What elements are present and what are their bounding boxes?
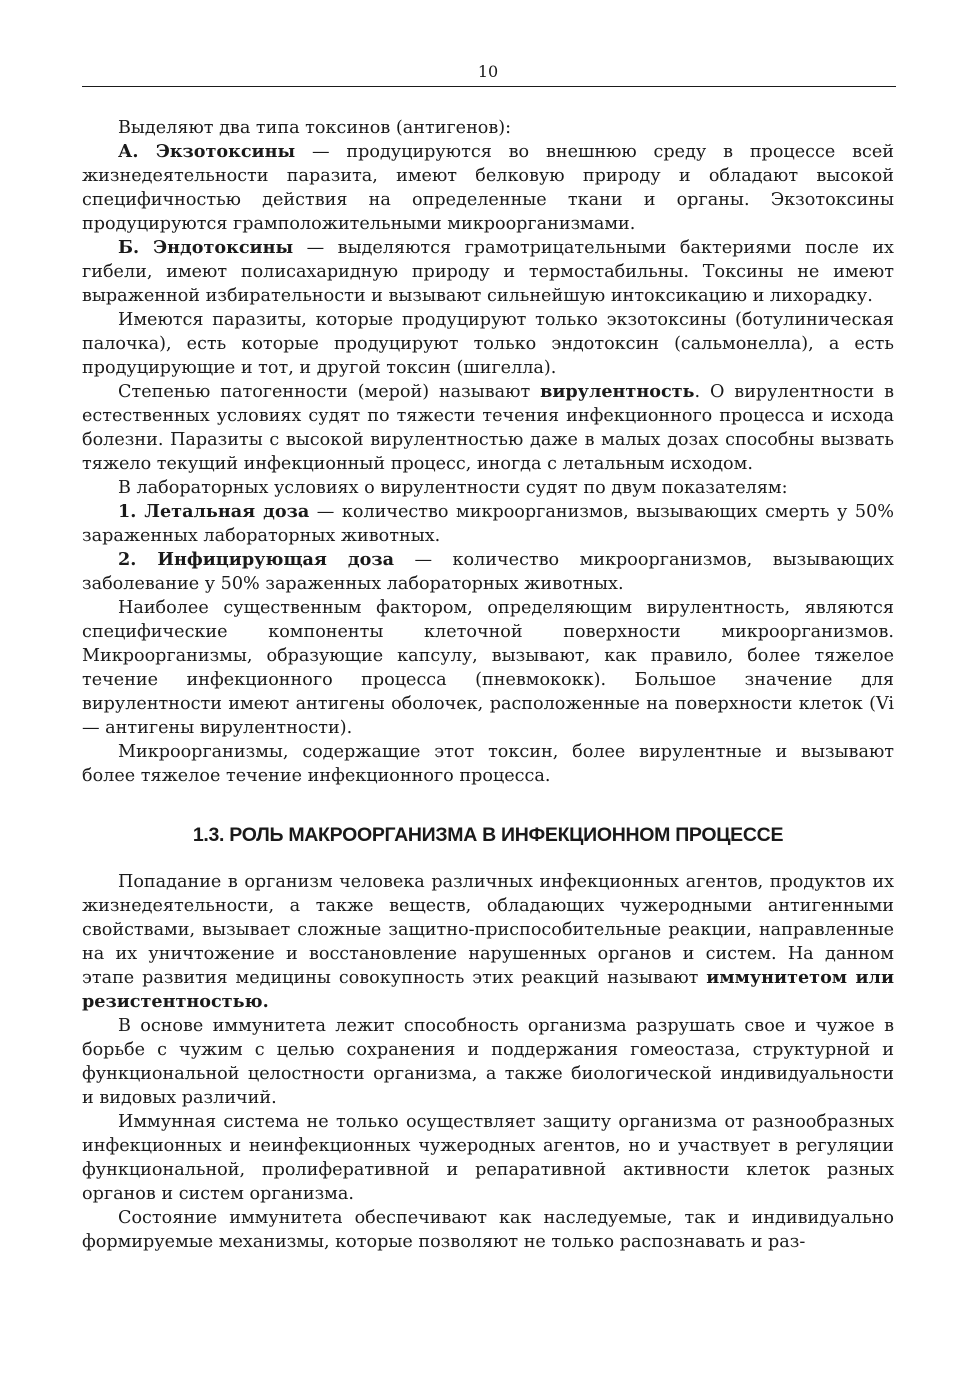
paragraph-immunity-definition [82, 870, 894, 1014]
paragraph-immunity-basis: В основе иммунитета лежит способность организма разрушать свое и чужое в борьбе с чужим с целью сохранения и поддержания гомеостаза, структурной и функциональной целостности организма, а также биологической индивидуальности и видовых различий. [82, 1016, 894, 1108]
paragraph-exotoxins [82, 140, 894, 236]
header-rule [82, 86, 896, 87]
paragraph-lab-indicators: В лабораторных условиях о вирулентности судят по двум показателям: [118, 478, 788, 498]
term-immunity: иммунитетом или резистентностью. [82, 967, 895, 1012]
paragraph-immune-system: Иммунная система не только осуществляет защиту организма от разнообразных инфекционных и неинфекционных чужеродных агентов, но и участвует в регуляции функциональной, пролиферативной и репаративной активности клеток разных органов и систем организма. [82, 1112, 894, 1204]
paragraph-toxin-microorganisms: Микроорганизмы, содержащие этот токсин, более вирулентные и вызывают более тяжелое течение инфекционного процесса. [82, 742, 894, 786]
term-virulence: вирулентность [540, 381, 695, 402]
term-infecting-dose: 2. Инфицирующая доза [118, 549, 394, 570]
term-lethal-dose: 1. Летальная доза [118, 501, 310, 522]
page-body [82, 116, 894, 1254]
section-heading: 1.3. РОЛЬ МАКРООРГАНИЗМА В ИНФЕКЦИОННОМ ПРОЦЕССЕ [192, 824, 784, 846]
paragraph-surface-components: Наиболее существенным фактором, определяющим вирулентность, являются специфические компоненты клеточной поверхности микроорганизмов. Микроорганизмы, образующие капсулу, вызывают, как правило, более тяжелое течение инфекционного процесса (пневмококк). Большое значение для вирулентности имеют антигены оболочек, расположенные на поверхности клеток (Vi — антигены вирулентности). [82, 598, 894, 738]
paragraph-toxin-producers: Имеются паразиты, которые продуцируют только экзотоксины (ботулиническая палочка), есть которые продуцируют только эндотоксин (сальмонелла), а есть продуцирующие и тот, и другой токсин (шигелла). [82, 310, 894, 378]
paragraph-toxin-types: Выделяют два типа токсинов (антигенов): [118, 118, 512, 138]
paragraph-endotoxins [82, 236, 894, 308]
term-exotoxins: А. Экзотоксины [118, 141, 296, 162]
paragraph-infecting-dose-text: — количество микроорганизмов, вызывающих заболевание у 50% зараженных лабораторных животных. [82, 550, 894, 594]
paragraph-exotoxins-text: — продуцируются во внешнюю среду в процессе всей жизнедеятельности паразита, имеют белковую природу и обладают высокой специфичностью действия на определенные ткани и органы. Экзотоксины продуцируются грамположительными микроорганизмами. [82, 142, 894, 234]
term-endotoxins: Б. Эндотоксины [118, 237, 294, 258]
page-number: 10 [477, 62, 499, 81]
paragraph-virulence [82, 380, 894, 476]
paragraph-immunity-definition-text: Попадание в организм человека различных инфекционных агентов, продуктов их жизнедеятельности, а также веществ, обладающих чужеродными антигенными свойствами, вызывает сложные защитно-приспособительные реакции, направленные на их уничтожение и восстановление нарушенных органов и систем. На данном этапе развития медицины совокупность этих реакций называют [82, 872, 894, 988]
paragraph-virulence-text: . О вирулентности в естественных условиях судят по тяжести течения инфекционного процесса и исхода болезни. Паразиты с высокой вирулентностью даже в малых дозах способны вызвать тяжело текущий инфекционный процесс, иногда с летальным исходом. [82, 382, 895, 474]
paragraph-endotoxins-text: — выделяются грамотрицательными бактериями после их гибели, имеют полисахаридную природу и термостабильны. Токсины не имеют выраженной избирательности и вызывают сильнейшую интоксикацию и лихорадку. [82, 238, 894, 306]
paragraph-lethal-dose [82, 500, 894, 548]
paragraph-lethal-dose-text: — количество микроорганизмов, вызывающих смерть у 50% зараженных лабораторных животных. [82, 502, 894, 546]
paragraph-infecting-dose [82, 548, 894, 596]
paragraph-immunity-mechanisms: Состояние иммунитета обеспечивают как наследуемые, так и индивидуально формируемые механизмы, которые позволяют не только распознавать и раз- [82, 1208, 894, 1252]
paragraph-virulence-lead: Степенью патогенности (мерой) называют [118, 382, 541, 402]
